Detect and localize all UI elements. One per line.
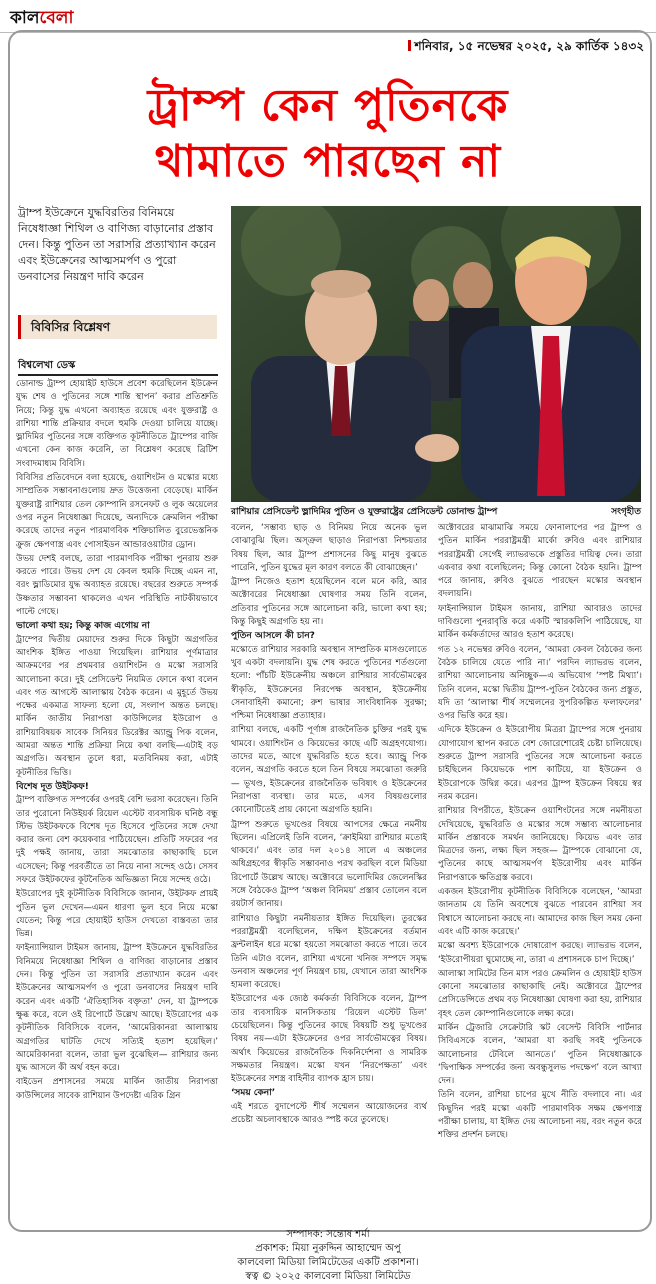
article-paragraph: তিনি বলেন, রাশিয়া চাপের মুখে নীতি বদলাবে না। এর কিছুদিন পরই মস্কো একটি পারমাণবিক সক্ষম ক্ষেপণাস্ত্র পরীক্ষা চালায়, যা ইঙ্গিত দেয় আলোচনা নয়, বরং নতুন করে শক্তির প্রদর্শন চলছে। (438, 1090, 642, 1141)
masthead-logo[interactable] (10, 5, 73, 33)
article-paragraph: মস্কোতে রাশিয়ার সরকারি অবস্থান সাম্প্রতিক মাসগুলোতে খুব একটা বদলায়নি। যুদ্ধ শেষ করতে পুতিনের শর্তগুলো হলো: পাঁচটি ইউক্রেনীয় অঞ্চলে রাশিয়ার সার্বভৌমত্বের স্বীকৃতি, ইউক্রেনের নিরপেক্ষ অবস্থান, ইউক্রেনীয় সেনাবাহিনী কমানো; রুশ ভাষার সাংবিধানিক সুরক্ষা; পশ্চিমা নিষেধাজ্ঞা প্রত্যাহার। (231, 644, 427, 722)
subheading: ভালো কথা হয়; কিন্তু কাজ এগোয় না (16, 621, 150, 632)
news-photo (231, 206, 641, 502)
article-paragraph: ডোনাল্ড ট্রাম্প হোয়াইট হাউসে প্রবেশ করেছিলেন ইউক্রেন যুদ্ধ শেষ ও পুতিনের সঙ্গে শান্তি স্থাপন’ করার প্রতিশ্রুতি নিয়ে; কিন্তু যুদ্ধ এখনো অব্যাহত রয়েছে এবং যুক্তরাষ্ট্র ও রাশিয়া শান্তি প্রক্রিয়ার বদলে হুমকি দেওয়া চালিয়ে যাচ্ছে। ভ্লাদিমির পুতিনের সঙ্গে ব্যক্তিগত কূটনীতিতে ট্রাম্পের বাজি এখনো কেন কাজ করেনি, তা বিশ্লেষণ করেছে ব্রিটিশ সংবাদমাধ্যম বিবিসি। (16, 379, 218, 469)
footer-copyright: স্বত্ব © ২০২৫ কালবেলা মিডিয়া লিমিটেড (245, 1271, 411, 1282)
article-paragraph: মার্কিন ট্রেজারি সেক্রেটারি স্কট বেসেন্ট বিবিসি পার্টনার সিবিএসকে বলেন, ‘আমরা যা করছি সবই পুতিনকে আলোচনার টেবিলে আনতে।’ পুতিন নিষেধাজ্ঞাকে ‘দ্বিপাক্ষিক সম্পর্কের জন্য অবন্ধুসুলভ পদক্ষেপ’ বলে আখ্যা দেন। (438, 1022, 642, 1087)
article-paragraph: ইউরোপের দুই কূটনীতিক বিবিসিকে জানান, উইটকফ প্রায়ই পুতিন ভুল দেখেন—এমন ধারণা ভুল হবে নিয়ে মস্কো যেতেন; কিন্তু পরে হোয়াইট হাউস দেখতো বাস্তবতা তার ভিন্ন। (16, 889, 218, 940)
article-paragraph: মস্কো অবশ্য ইউরোপকে দোষারোপ করছে। ল্যাভরভ বলেন, ‘ইউরোপীয়রা ঘুমোচ্ছে না, তারা এ প্রশাসনকে চাপ দিচ্ছে।’ (438, 941, 642, 965)
article-paragraph: বিবিসির প্রতিবেদনে বলা হয়েছে, ওয়াশিংটন ও মস্কোর মধ্যে সাম্প্রতিক সম্ভাবনাগুলোয় দ্রুত উত্তেজনা বেড়েছে। মার্কিন যুক্তরাষ্ট্র রাশিয়ার তেল কোম্পানি রসনেফট ও লুক অয়েলের ওপর নতুন নিষেধাজ্ঞা দিয়েছে, অন্যদিকে ক্রেমলিন পরীক্ষা করেছে তাদের নতুন পারমাণবিক শক্তিচালিত বুরেভেস্তনিক ক্রুজ ক্ষেপণাস্ত্র এবং পোসাইডন আন্ডারওয়াটার ড্রোন। (16, 473, 218, 550)
lede-text: ট্রাম্প ইউক্রেনে যুদ্ধবিরতির বিনিময়ে নিষেধাজ্ঞা শিথিল ও বাণিজ্য বাড়ানোর প্রস্তাব দেন। কিন্তু পুতিন তা সরাসরি প্রত্যাখ্যান করেন এবং ইউক্রেনের আত্মসমর্পণ ও পুরো ডনবাসের নিয়ন্ত্রণ দাবি করেন (18, 206, 216, 283)
article-paragraph: রাশিয়াও কিছুটা নমনীয়তার ইঙ্গিত দিয়েছিল। তুরস্কের পররাষ্ট্রমন্ত্রী বলেছিলেন, দক্ষিণ ইউক্রেনের বর্তমান ফ্রন্টলাইন ধরে মস্কো হয়তো সমঝোতা করতে পারে। তবে তিনি এটাও বলেন, রাশিয়া এখনো খনিজ সম্পদে সমৃদ্ধ ডনবাস অঞ্চলের পূর্ণ নিয়ন্ত্রণ চায়, যেখানে তারা আংশিক হামলা করেছে। (231, 913, 427, 991)
byline: বিশ্বলেখা ডেস্ক (18, 358, 218, 375)
footer-publication-note: কালবেলা মিডিয়া লিমিটেডের একটি প্রকাশনা। (237, 1257, 419, 1268)
article-paragraph: অক্টোবরের মাঝামাঝি সময়ে ফোনালাপের পর ট্রাম্প ও পুতিন মার্কিন পররাষ্ট্রমন্ত্রী মার্কো রুবিও এবং রাশিয়ার পররাষ্ট্রমন্ত্রী সের্গেই ল্যাভরভকে প্রস্তুতির দায়িত্ব দেন। তারা একবার কথা বলেছিলেন; কিন্তু কোনো বৈঠক হয়নি। ট্রাম্প পরে জানায়, রুবিও বুঝতে পারছেন মস্কোর অবস্থান বদলায়নি। (438, 523, 642, 600)
imprint-footer (0, 1228, 656, 1284)
footer-editor: সম্পাদক: সন্তোষ শর্মা (286, 1229, 370, 1240)
footer-publisher: প্রকাশক: মিয়া নুরুদ্দিন আহাম্মেদ অপু (255, 1243, 401, 1254)
section-label-box (18, 315, 217, 339)
article-paragraph: এই শরতে বুদাপেস্টে শীর্ষ সম্মেলন আয়োজনের ব্যর্থ প্রচেষ্টা অচলাবস্থাকে আরও স্পষ্ট করে তুলেছে। (231, 1101, 427, 1126)
masthead-bar (0, 0, 656, 33)
article-paragraph: ট্রাম্পের দ্বিতীয় মেয়াদের শুরুর দিকে কিছুটা অগ্রগতির আংশিক ইঙ্গিত পাওয়া গিয়েছিল। রাশিয়ার পূর্ণমাত্রার আক্রমণের পর প্রথমবার ওয়াশিংটন ও মস্কো সরাসরি আলোচনা করে। দুই প্রেসিডেন্ট নিয়মিত ফোনে কথা বলেন এবং গত আগস্টে আলাস্কায় বৈঠক করেন। এ মুহূর্তে উভয় পক্ষের একমাত্র সাফল্য হলো যে, সংলাপ অন্তত চলছে। মার্কিন জাতীয় নিরাপত্তা কাউন্সিলের ইউরোপ ও রাশিয়াবিষয়ক সাবেক সিনিয়র ডিরেক্টর অ্যান্ড্রু পিক বলেন, আমরা অন্তত শান্তি প্রক্রিয়া নিয়ে কথা বলছি—এটাই বড় অগ্রগতি। অবস্থান তুলে ধরা, মতবিনিময় করা, এটাই কূটনীতির ভিত্তি। (16, 634, 218, 778)
article-paragraph: ট্রাম্প শুরুতে ভূখণ্ডের বিষয়ে আপসের ক্ষেত্রে নমনীয় ছিলেন। এপ্রিলেই তিনি বলেন, ‘ক্রাইমিয়া রাশিয়ার মতোই থাকবে।’ এবং তার দল ২০১৪ সালে এ অঞ্চলের অধিগ্রহণের স্বীকৃতি সম্ভাবনাও পরখ করছিল বলে মিডিয়া রিপোর্টে উল্লেখ আছে। অক্টোবরে ভলোদিমির জেলেনস্কির সঙ্গে বৈঠকেও ট্রাম্প ‘অঞ্চল বিনিময়’ প্রস্তাব তোলেন বলে রয়টার্স জানায়। (231, 819, 427, 910)
article-paragraph: গত ১২ নভেম্বর রুবিও বলেন, ‘আমরা কেবল বৈঠকের জন্য বৈঠক চালিয়ে যেতে পারি না।’ পরদিন ল্যাভরভ বলেন, রাশিয়া আলোচনায় অনিচ্ছুক—এ অভিযোগ ‘স্পষ্ট মিথ্যা’। তিনি বলেন, মস্কো দ্বিতীয় ট্রাম্প-পুতিন বৈঠকের জন্য প্রস্তুত, যদি তা ‘আলাস্কা শীর্ষ সম্মেলনের সুপরিকল্পিত ফলাফলের’ ওপর ভিত্তি করে হয়। (438, 644, 642, 722)
subheading: ‘সময় কেনা’ (231, 1088, 276, 1099)
section-label: বিবিসির বিশ্লেষণ (31, 320, 111, 334)
subheading: পুতিন আসলে কী চান? (231, 631, 315, 642)
article-paragraph: বাইডেন প্রশাসনের সময়ে মার্কিন জাতীয় নিরাপত্তা কাউন্সিলের সাবেক রাশিয়ান উপদেষ্টা এরিক গ্রিন (16, 1077, 218, 1101)
article-paragraph: একজন ইউরোপীয় কূটনীতিক বিবিসিকে বলেছেন, ‘আমরা জানতাম যে তিনি অবশেষে বুঝতে পারবেন রাশিয়া সব বিশ্বাসে আলোচনা করছে না। আমাদের কাজ ছিল সময় কেনা এবং এটি কাজ করেছে।’ (438, 887, 642, 937)
article-paragraph: এদিকে ইউক্রেন ও ইউরোপীয় মিত্ররা ট্রাম্পের সঙ্গে পুনরায় যোগাযোগ স্থাপন করতে বেশ জোরেশোরেই চেষ্টা চালিয়েছে। শুরুতে ট্রাম্প সরাসরি পুতিনের সঙ্গে আলোচনা করতে চাইছিলেন কিয়েভকে পাশ কাটিয়ে, যা ইউক্রেন ও ইউরোপকে উদ্বিগ্ন করে। এরপর ট্রাম্প ইউক্রেন বিষয়ে স্বর নরম করেন। (438, 725, 642, 802)
logo-text-b: বেলা (39, 8, 74, 28)
logo-text-a: কাল (10, 8, 40, 28)
photo-illustration (231, 206, 641, 502)
article-paragraph: আলাস্কা সামিটের তিন মাস পরও ক্রেমলিন ও হোয়াইট হাউস কোনো সমঝোতার কাছাকাছি নেই। অক্টোবরে ট্রাম্পের প্রেসিডেন্সিতে প্রথম বড় নিষেধাজ্ঞা ঘোষণা করা হয়, রাশিয়ার বৃহৎ তেল কোম্পানিগুলোকে লক্ষ্য করে। (438, 968, 642, 1019)
date-text: শনিবার, ১৫ নভেম্বর ২০২৫, ২৯ কার্তিক ১৪৩২ (414, 39, 644, 53)
headline-line-1: ট্রাম্প কেন পুতিনকে (147, 80, 509, 131)
article-paragraph: রাশিয়ার বিপরীতে, ইউক্রেন ওয়াশিংটনের সঙ্গে নমনীয়তা দেখিয়েছে, যুদ্ধবিরতি ও মস্কোর সঙ্গে সম্ভাব্য আলোচনার মার্কিন প্রস্তাবকে সমর্থন জানিয়েছে। কিয়েভ এবং তার মিত্রদের জন্য, লক্ষ্য ছিল সহজ— ট্রাম্পকে বোঝানো যে, পুতিনের কাছে আত্মসমর্পণ ইউরোপীয় এবং মার্কিন নিরাপত্তাকে ক্ষতিগ্রস্ত করবে। (438, 806, 642, 883)
article-paragraph: ফাইন্যান্সিয়াল টাইমস জানায়, ট্রাম্প ইউক্রেনে যুদ্ধবিরতির বিনিময়ে নিষেধাজ্ঞা শিথিল ও বাণিজ্য বাড়ানোর প্রস্তাব দেন। কিন্তু পুতিন তা সরাসরি প্রত্যাখ্যান করেন এবং ইউক্রেনের আত্মসমর্পণ ও পুরো ডনবাসের নিয়ন্ত্রণ দাবি করেন এবং একটি ‘ঐতিহাসিক বক্তৃতা’ দেন, যা ট্রাম্পকে ক্ষুব্ধ করে, বলে ওই রিপোর্টে উল্লেখ আছে। ইউরোপের এক কূটনীতিক বিবিসিকে বলেন, ‘আমেরিকানরা আলাস্কায় অগ্রগতির ঘাটতি দেখে সত্যিই হতাশ হয়েছিল।’ আমেরিকানরা বলেন, তারা ভুল বুঝেছিল— রাশিয়ার জন্য যুদ্ধ আসলে কী অর্থ বহন করে। (16, 943, 218, 1074)
headline-line-2: থামাতে পারছেন না (154, 136, 502, 187)
article-column-2 (231, 522, 427, 1192)
photo-caption (231, 504, 641, 519)
publication-date (408, 38, 644, 58)
caption-text: রাশিয়ার প্রেসিডেন্ট ভ্লাদিমির পুতিন ও যুক্তরাষ্ট্রের প্রেসিডেন্ট ডোনাল্ড ট্রাম্প (231, 507, 498, 517)
article-column-1 (16, 378, 218, 1193)
subheading: বিশেষ দূত উইটকফ! (16, 781, 89, 792)
article-paragraph: ট্রাম্প ব্যক্তিগত সম্পর্কের ওপরই বেশি ভরসা করেছেন। তিনি তার পুরোনো নিউইয়র্ক রিয়েল এস্টেট ব্যবসায়িক ঘনিষ্ঠ বন্ধু স্টিভ উইটকফকে বিশেষ দূত হিসেবে পুতিনের সঙ্গে দেখা করার জন্য বেশ কয়েকবার পাঠিয়েছেন। প্রতিটি সফরের পর দুই পক্ষই জানায়, তারা সমঝোতার কাছাকাছি চলে এসেছেন; কিন্তু পরবর্তীতে তা নিয়ে নানা সন্দেহ ওঠে। সেসব সফরে উইটকফের কূটনৈতিক অভিজ্ঞতা নিয়ে সন্দেহ ওঠে। (16, 795, 218, 885)
article-paragraph: উভয় দেশই বলছে, তারা পারমাণবিক পরীক্ষা পুনরায় শুরু করতে পারে। উভয় দেশ যে কেবল হুমকি দিচ্ছে এমন না, বরং ভ্লাডিমোর যুদ্ধ অব্যাহত রয়েছে। বছরের শুরুতে সম্পর্ক উষ্ণতার সম্ভাবনা থাকলেও এখন পরিস্থিতি নাটকীয়ভাবে পাল্টে গেছে। (16, 553, 218, 618)
article-paragraph: ফাইনান্সিয়াল টাইমস জানায়, রাশিয়া আবারও তাদের দাবিগুলো পুনরাবৃত্তি করে একটি স্মারকলিপি পাঠিয়েছে, যা মার্কিন কর্মকর্তাদের আরও হতাশ করেছে। (438, 603, 642, 641)
article-column-3 (438, 522, 642, 1192)
article-paragraph: ইউরোপের এক জ্যেষ্ঠ কর্মকর্তা বিবিসিকে বলেন, ট্রাম্প তার ব্যবসায়িক মানসিকতায় ‘রিয়েল এস্টেট ডিল’ চেয়েছিলেন। কিন্তু পুতিনের কাছে বিষয়টি শুধু ভূখণ্ডের বিষয় নয়—এটা ইউক্রেনের ওপর সার্বভৌমত্বের বিষয়। অর্থাৎ কিয়েভের রাজনৈতিক দিকনির্দেশনা ও সামরিক সক্ষমতার নিয়ন্ত্রণ। মস্কো যখন ‘নিরপেক্ষতা’ এবং ইউক্রেনের সশস্ত্র বাহিনীর ব্যাপক হ্রাস চায়। (231, 994, 427, 1085)
article-paragraph: ট্রাম্প নিজেও হতাশ হয়েছিলেন বলে মনে করি, আর অক্টোবরের নিষেধাজ্ঞা ঘোষণার সময় তিনি বলেন, প্রতিবার পুতিনের সঙ্গে আলোচনা করি, ভালো কথা হয়; কিন্তু কিছুই অগ্রগতি হয় না। (231, 577, 427, 628)
date-accent-bar (408, 40, 411, 51)
article-paragraph: বলেন, ‘সম্ভাব্য ছাড় ও বিনিময় নিয়ে অনেক ভুল বোঝাবুঝি ছিল। অস্ত্রুল ছাড়াও নিরাপত্তা নিশ্চয়তার বিষয় ছিল, আর ট্রাম্প প্রশাসনের কিছু মানুষ বুঝতে পারেনি, পুতিন যুদ্ধের মূল কারণ বলতে কী বোঝাচ্ছেন।’ (231, 523, 427, 573)
photo-credit: সংগৃহীত (611, 507, 641, 517)
article-paragraph: রাশিয়া বলছে, একটি পূর্ণাঙ্গ রাজনৈতিক চুক্তির পরই যুদ্ধ থামবে। ওয়াশিংটন ও কিয়েভের কাছে এটি অগ্রহণযোগ্য। তাদের মতে, আগে যুদ্ধবিরতি হতে হবে। অ্যান্ড্রু পিক বলেন, অগ্রগতি করতে হলে তিন বিষয়ে সমঝোতা জরুরি— ভূখণ্ড, ইউক্রেনের রাজনৈতিক ভবিষ্যৎ ও ইউক্রেনের নিরাপত্তা ব্যবস্থা। তার মতে, এসব বিষয়গুলোর কোনোটিতেই প্রায় কোনো অগ্রগতি হয়নি। (231, 725, 427, 816)
